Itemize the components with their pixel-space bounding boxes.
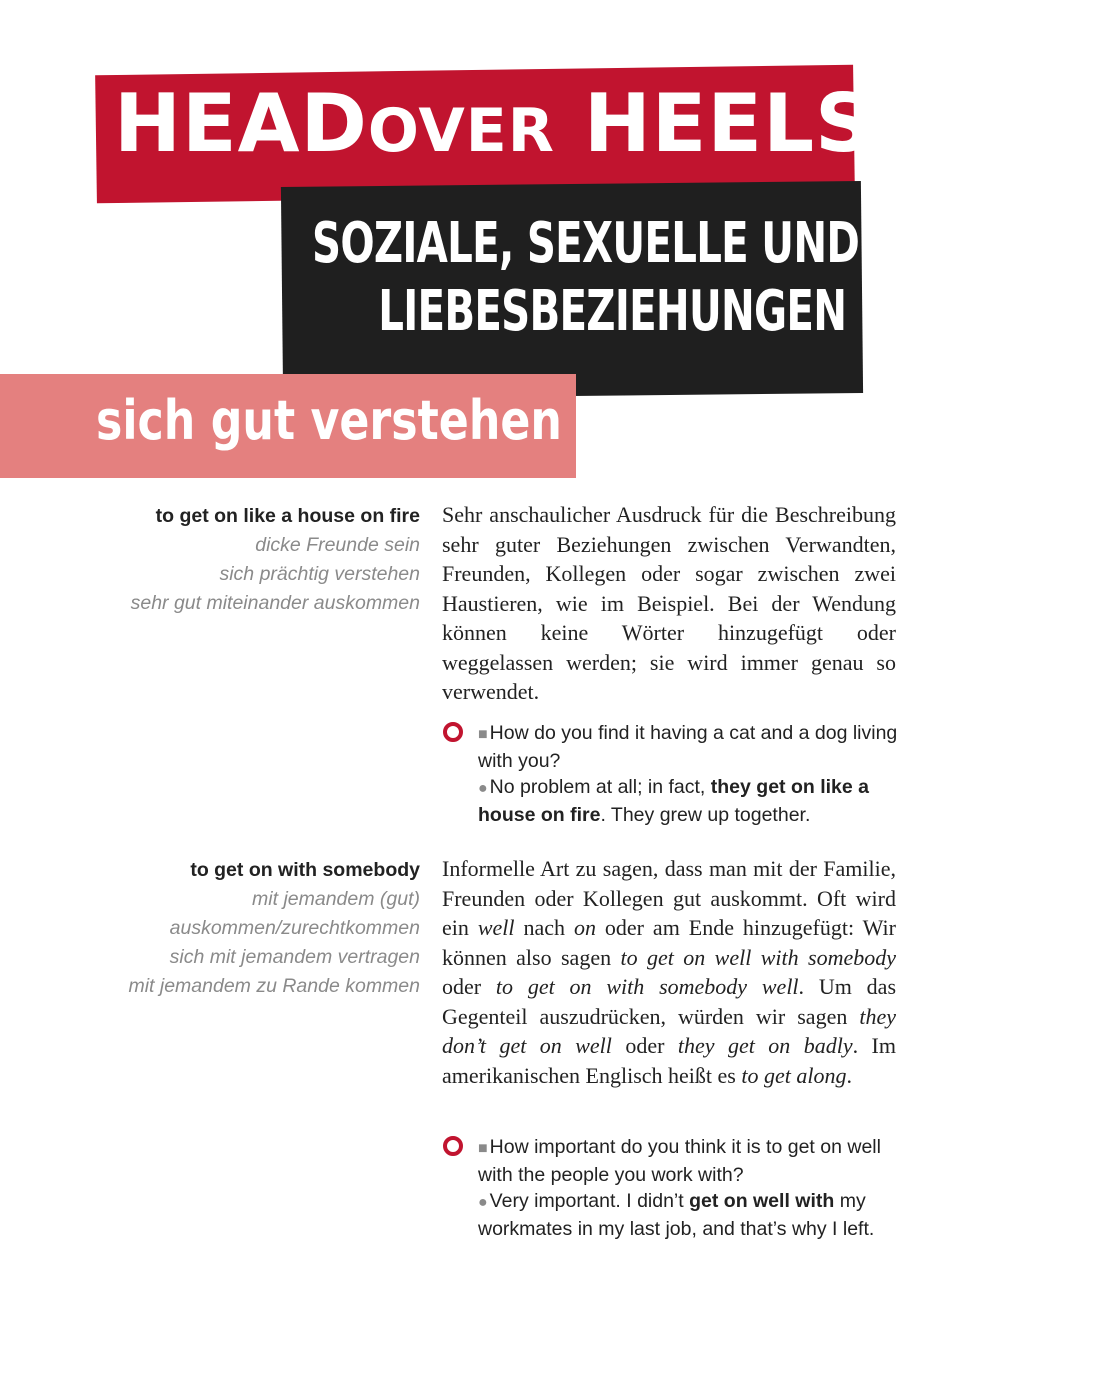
- book-title: [114, 77, 874, 170]
- dot-bullet-icon: ●: [478, 1194, 488, 1211]
- title-word-heels: HEELS: [583, 77, 874, 170]
- entry-1-translation: sehr gut miteinander auskommen: [130, 592, 420, 614]
- entry-2-explanation: [442, 854, 896, 1090]
- example-question: [478, 1134, 898, 1188]
- example-marker-icon: [443, 722, 463, 742]
- example-answer-highlight: get on well with: [689, 1190, 835, 1212]
- explanation-text: . Um das Gegenteil auszudrücken, würden wir sagen: [442, 974, 897, 1029]
- explanation-term: on: [573, 915, 596, 940]
- title-word-over: OVER: [367, 96, 555, 166]
- square-bullet-icon: ■: [478, 1140, 488, 1157]
- explanation-text: nach: [514, 915, 574, 940]
- section-title: sich gut verstehen: [96, 389, 562, 452]
- explanation-text: oder am Ende hinzugefügt: Wir können also sagen: [442, 915, 896, 970]
- title-word-head: HEAD: [114, 77, 368, 170]
- entry-2-example: [478, 1134, 898, 1242]
- example-question: [478, 720, 898, 774]
- entry-2-translation: sich mit jemandem vertragen: [169, 946, 420, 968]
- explanation-text: .: [846, 1062, 852, 1088]
- entry-1-term: to get on like a house on fire: [155, 505, 420, 527]
- explanation-term: well: [477, 915, 515, 940]
- example-answer-text: Very important. I didn’t: [489, 1190, 690, 1212]
- square-bullet-icon: ■: [478, 726, 488, 743]
- explanation-term: they don’t get on well: [442, 1003, 896, 1058]
- entry-1-terms: [80, 502, 420, 618]
- example-question-text: How do you find it having a cat and a dog living with you?: [478, 722, 898, 772]
- entry-1-translation: sich prächtig verstehen: [219, 563, 420, 585]
- explanation-text: Informelle Art zu sagen, dass man mit der Familie, Freunden oder Kollegen gut auskommt. Oft wird ein: [442, 856, 896, 940]
- entry-1-translation: dicke Freunde sein: [255, 534, 420, 556]
- example-marker-icon: [443, 1136, 463, 1156]
- explanation-text: . Im amerikanischen Englisch heißt es: [442, 1033, 896, 1088]
- entry-1-example: [478, 720, 898, 828]
- explanation-term: to get on well with somebody: [620, 944, 896, 970]
- example-question-text: How important do you think it is to get on well with the people you work with?: [478, 1136, 881, 1186]
- explanation-term: to get on with somebody well: [495, 974, 799, 999]
- entry-1-explanation: Sehr anschaulicher Ausdruck für die Beschreibung sehr guter Beziehungen zwischen Verwandten, Freunden, Kollegen oder sogar zwischen zwei Haustieren, wie im Beispiel. Bei der Wendung können keine Wörter hinzugefügt oder weggelassen werden; sie wird immer genau so verwendet.: [442, 502, 896, 704]
- explanation-text: oder: [611, 1033, 678, 1058]
- dot-bullet-icon: ●: [478, 780, 488, 797]
- entry-2-translation: mit jemandem (gut): [252, 888, 420, 910]
- entry-2-terms: [80, 856, 420, 1001]
- example-answer: [478, 774, 898, 828]
- explanation-term: to get along: [741, 1062, 847, 1088]
- explanation-text: oder: [442, 974, 496, 999]
- example-answer: [478, 1188, 898, 1242]
- example-answer-highlight: they get on like a house on fire: [478, 776, 869, 826]
- entry-2-translation: mit jemandem zu Rande kommen: [128, 975, 420, 997]
- subtitle-line-2: LIEBESBEZIEHUNGEN: [378, 279, 847, 344]
- chapter-subtitle: [312, 210, 860, 346]
- example-answer-text: No problem at all; in fact,: [489, 776, 711, 798]
- entry-2-translation: auskommen/zurechtkommen: [169, 917, 420, 939]
- subtitle-line-1: SOZIALE, SEXUELLE UND: [312, 211, 860, 276]
- example-answer-text: my workmates in my last job, and that’s why I left.: [478, 1190, 875, 1240]
- entry-2-term: to get on with somebody: [190, 859, 420, 881]
- example-answer-text: . They grew up together.: [600, 804, 811, 826]
- explanation-term: they get on badly: [677, 1033, 853, 1058]
